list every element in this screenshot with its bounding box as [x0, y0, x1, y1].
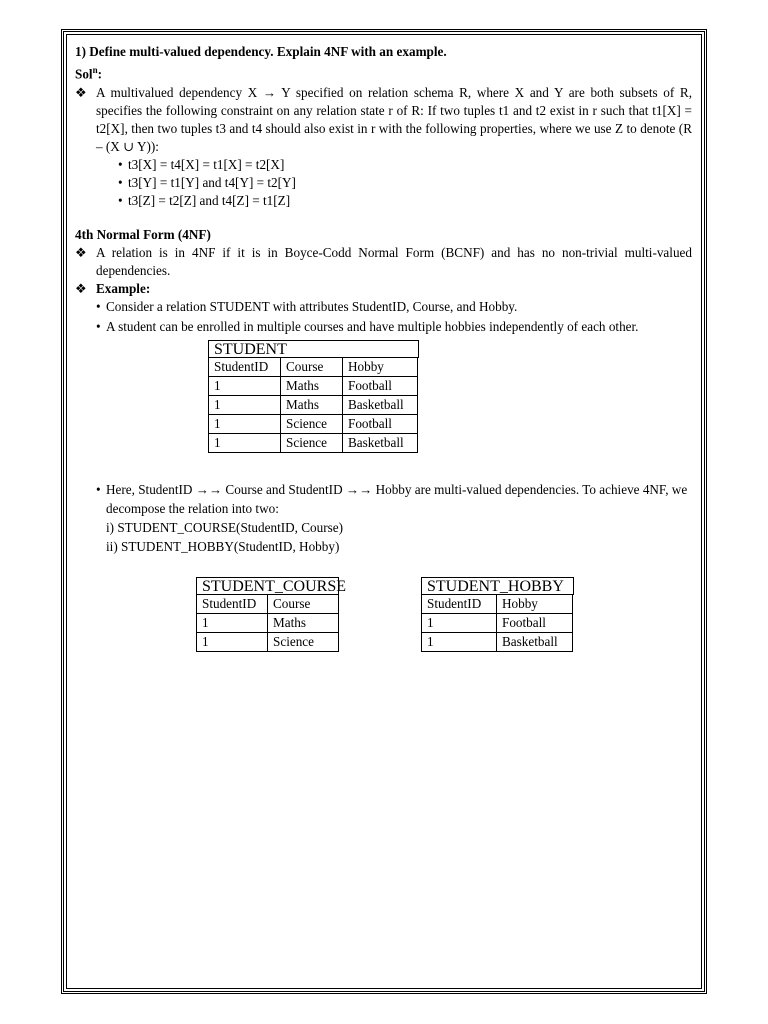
table-row	[422, 633, 573, 652]
mvd-properties-list	[118, 156, 692, 210]
table-cell: Maths	[281, 396, 343, 415]
student-course-table	[196, 577, 347, 652]
document-body	[75, 43, 692, 336]
table-cell: 1	[197, 614, 268, 633]
example-heading: ❖ Example:	[75, 281, 151, 297]
table-cell: Basketball	[497, 633, 573, 652]
table-caption: STUDENT	[208, 340, 419, 358]
table-cell: 1	[422, 633, 497, 652]
table-cell: Basketball	[343, 434, 418, 453]
table-row	[209, 415, 418, 434]
4nf-definition: ❖ A relation is in 4NF if it is in Boyce-Codd Normal Form (BCNF) and has no non-trivial multi-valued dependencies.	[75, 245, 692, 279]
student-table	[208, 340, 419, 453]
table-row	[209, 434, 418, 453]
column-header: Hobby	[343, 358, 418, 377]
column-header: StudentID	[422, 595, 497, 614]
table-cell: Football	[497, 614, 573, 633]
section-title: 4th Normal Form (4NF)	[75, 227, 211, 243]
column-header: Hobby	[497, 595, 573, 614]
diamond-bullet-icon: ❖	[75, 281, 87, 297]
list-item: ii) STUDENT_HOBBY(StudentID, Hobby)	[106, 539, 340, 554]
table-header-row	[422, 595, 573, 614]
table-cell: 1	[209, 434, 281, 453]
table-cell: Science	[281, 434, 343, 453]
mvd-definition: ❖ A multivalued dependency X → Y specified on relation schema R, where X and Y are both subsets of R, specifies the following constraint on any relation state r of R: If two tuples t1 and t2 exist in r such that t1[X] = t2[X], then two tuples t3 and t4 should also exist in r with the following properties, where we use Z to denote (R – (X ∪ Y)):	[75, 85, 692, 155]
table-row	[197, 633, 339, 652]
table-cell: Basketball	[343, 396, 418, 415]
list-item: • t3[Z] = t2[Z] and t4[Z] = t1[Z]	[118, 192, 692, 210]
list-item: • t3[X] = t4[X] = t1[X] = t2[X]	[118, 156, 692, 174]
example-bullets	[96, 298, 692, 336]
list-item: • Consider a relation STUDENT with attributes StudentID, Course, and Hobby.	[96, 298, 692, 316]
table-caption: STUDENT_COURSE	[196, 577, 339, 595]
table-cell: Science	[281, 415, 343, 434]
diamond-bullet-icon: ❖	[75, 245, 87, 261]
diamond-bullet-icon: ❖	[75, 85, 87, 101]
table-row	[209, 377, 418, 396]
table-row	[197, 614, 339, 633]
column-header: Course	[281, 358, 343, 377]
table-cell: Maths	[281, 377, 343, 396]
table-header-row	[197, 595, 339, 614]
table-header-row	[209, 358, 418, 377]
decomposition-block	[96, 480, 692, 556]
table-cell: 1	[209, 415, 281, 434]
column-header: Course	[268, 595, 339, 614]
table-cell: Science	[268, 633, 339, 652]
table-cell: 1	[197, 633, 268, 652]
solution-label: Sol$^n$:	[75, 65, 103, 82]
table-cell: Football	[343, 377, 418, 396]
list-item: i) STUDENT_COURSE(StudentID, Course)	[106, 520, 343, 535]
table-cell: 1	[209, 377, 281, 396]
table-cell: 1	[209, 396, 281, 415]
table-cell: Maths	[268, 614, 339, 633]
decomposition-bullet	[96, 480, 692, 518]
table-cell: 1	[422, 614, 497, 633]
question-heading: 1) Define multi-valued dependency. Explain 4NF with an example.	[75, 44, 447, 59]
column-header: StudentID	[197, 595, 268, 614]
table-row	[422, 614, 573, 633]
list-item: • Here, StudentID →→ Course and StudentID →→ Hobby are multi-valued dependencies. To achieve 4NF, we decompose the relation into two:	[96, 480, 692, 518]
student-hobby-table	[421, 577, 574, 652]
column-header: StudentID	[209, 358, 281, 377]
table-caption: STUDENT_HOBBY	[421, 577, 574, 595]
list-item: • t3[Y] = t1[Y] and t4[Y] = t2[Y]	[118, 174, 692, 192]
table-row	[209, 396, 418, 415]
table-cell: Football	[343, 415, 418, 434]
decomposition-items	[96, 518, 692, 556]
list-item: • A student can be enrolled in multiple courses and have multiple hobbies independently of each other.	[96, 318, 692, 336]
